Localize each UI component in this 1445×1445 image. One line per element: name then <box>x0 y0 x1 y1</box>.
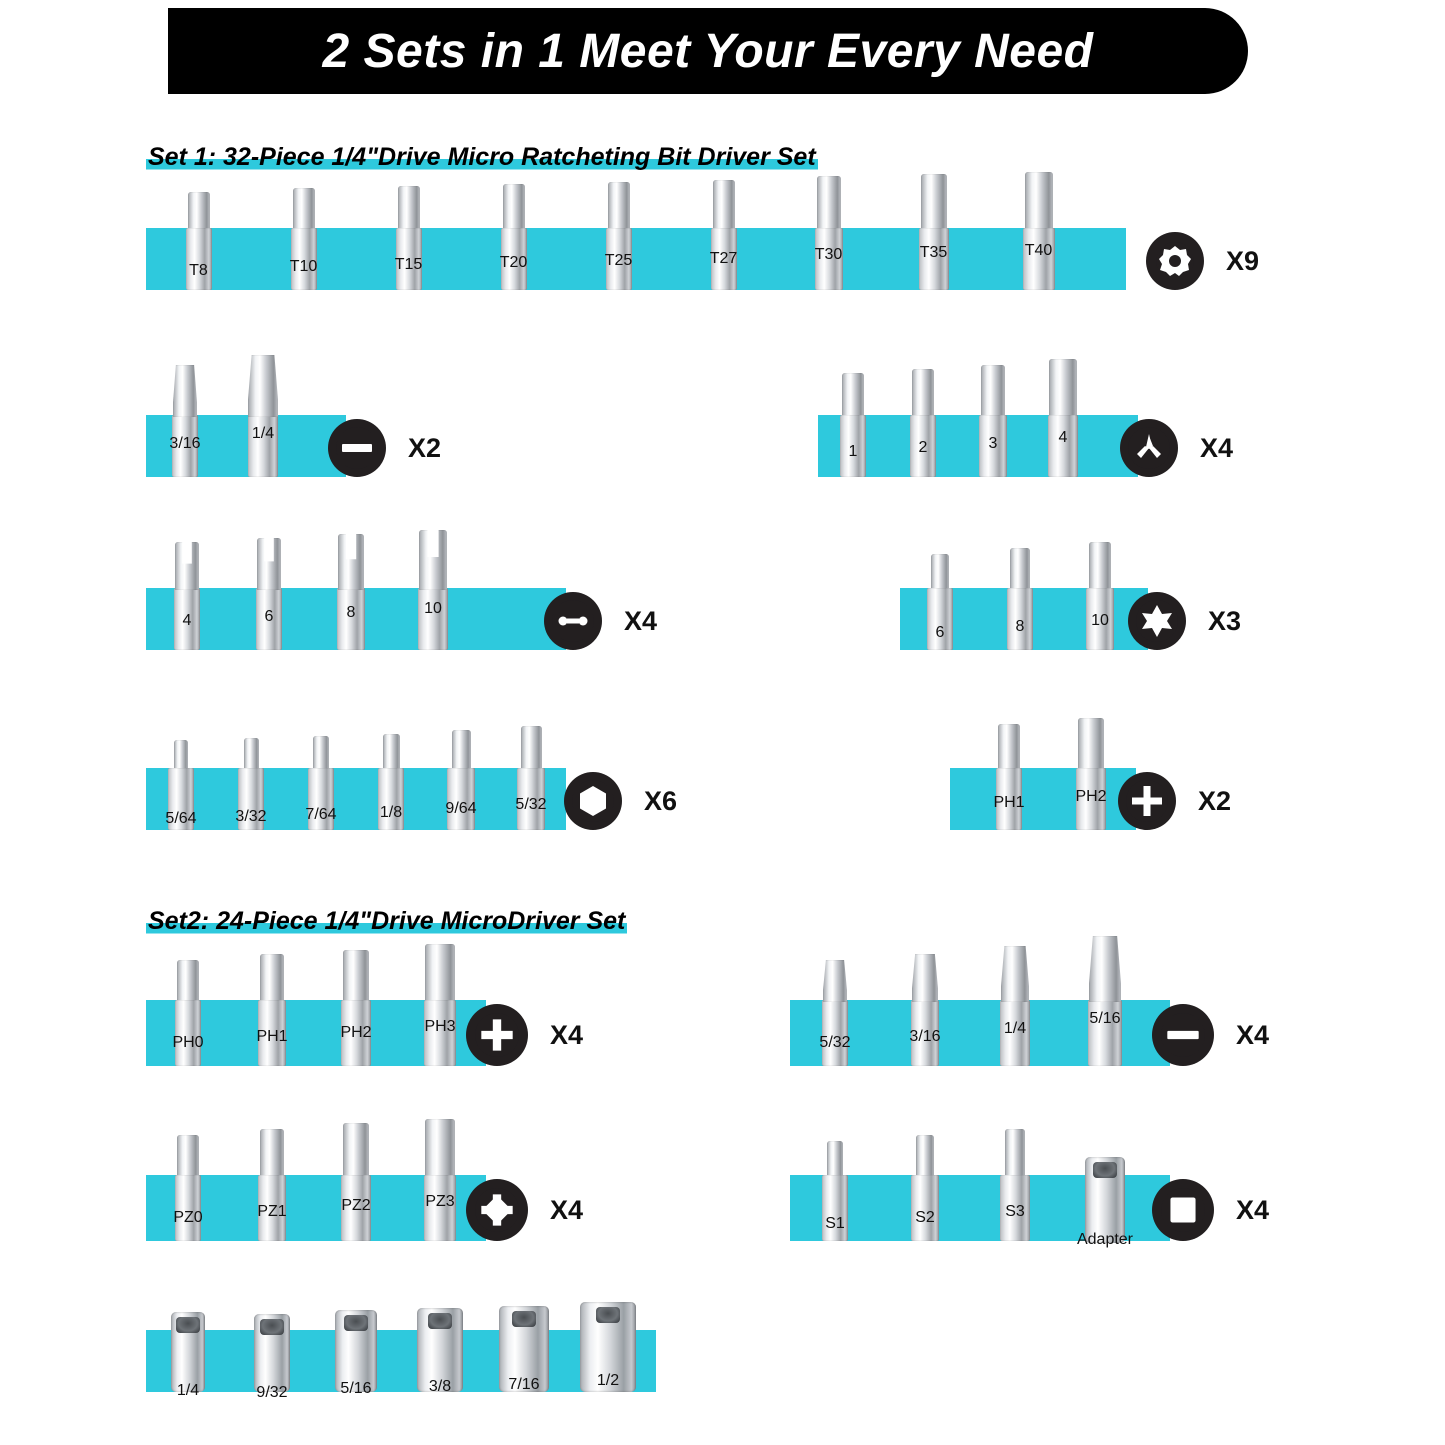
bit-graphic <box>341 1123 371 1241</box>
bit-label: PZ0 <box>173 1209 203 1226</box>
phillips-icon <box>1118 772 1176 830</box>
bit-item <box>1060 936 1150 1066</box>
group-spanner <box>146 588 706 698</box>
bit-item <box>790 960 880 1066</box>
group-slotted-set1 <box>146 415 646 525</box>
bit-row <box>146 415 302 477</box>
bit-item <box>968 724 1050 830</box>
hex-icon <box>564 772 622 830</box>
bit-item <box>970 946 1060 1066</box>
bit-item <box>482 1306 566 1392</box>
bit-label: 3/32 <box>235 808 267 825</box>
bit-item <box>398 1308 482 1395</box>
bit-label: T27 <box>709 250 738 267</box>
bit-graphic <box>1023 172 1055 290</box>
bit-label: 6 <box>935 624 945 641</box>
bit-label: PH3 <box>424 1018 456 1035</box>
group-count: X4 <box>624 606 658 636</box>
bit-label: 3/8 <box>428 1378 452 1395</box>
section-heading-set2-text: Set2: 24-Piece 1/4"Drive MicroDriver Set <box>148 907 626 935</box>
bit-item <box>146 1135 230 1241</box>
bit-label: 1/4 <box>176 1382 200 1399</box>
bit-graphic <box>1085 1157 1125 1241</box>
bit-graphic <box>979 365 1007 477</box>
bit-label: T15 <box>394 256 423 273</box>
bit-item <box>496 726 566 830</box>
bit-item <box>566 182 671 290</box>
group-sockets <box>146 1330 706 1440</box>
bit-label: T8 <box>189 262 208 279</box>
square-icon <box>1152 1179 1214 1241</box>
bit-graphic <box>341 950 371 1066</box>
bit-row <box>146 1175 482 1241</box>
bit-label: T10 <box>289 258 318 275</box>
bit-label: PH1 <box>993 794 1025 811</box>
bit-item <box>671 180 776 290</box>
torx-star-icon <box>1128 592 1186 650</box>
bit-label: 1/8 <box>379 804 403 821</box>
bit-row <box>146 768 566 830</box>
bit-row <box>818 415 1098 477</box>
bit-label: 1 <box>848 443 858 460</box>
bit-label: 5/16 <box>340 1380 372 1397</box>
bit-graphic <box>815 176 843 290</box>
bit-item <box>230 1129 314 1241</box>
bit-item <box>461 184 566 290</box>
bit-label: 3/16 <box>169 435 201 452</box>
group-phillips-set2 <box>146 1000 706 1120</box>
slotted-icon <box>328 419 386 477</box>
bit-item <box>230 954 314 1066</box>
bit-graphic <box>996 724 1022 830</box>
bit-row <box>146 1330 650 1401</box>
bit-label: 8 <box>1015 618 1025 635</box>
bit-graphic <box>248 355 278 477</box>
bit-item <box>566 1302 650 1392</box>
bit-item <box>230 1314 314 1401</box>
bit-graphic <box>1048 359 1078 477</box>
bit-label: 5/16 <box>1089 1010 1121 1027</box>
bit-label: 1/4 <box>1003 1020 1027 1037</box>
bit-graphic <box>424 1119 456 1241</box>
bit-item <box>224 355 302 477</box>
bit-graphic <box>256 538 282 650</box>
bit-row <box>790 1175 1150 1248</box>
section-heading-set1 <box>146 143 818 172</box>
bit-item <box>881 174 986 290</box>
bit-item <box>392 530 474 650</box>
bit-graphic <box>517 726 545 830</box>
bit-item <box>970 1129 1060 1241</box>
bit-item <box>1060 1157 1150 1248</box>
group-hex <box>146 768 866 878</box>
bit-item <box>146 365 224 477</box>
bit-label: PH0 <box>172 1034 204 1051</box>
bit-label: 2 <box>918 439 928 456</box>
bit-label: 7/64 <box>305 806 337 823</box>
bit-label: S1 <box>825 1215 845 1232</box>
page-title: 2 Sets in 1 Meet Your Every Need <box>322 24 1094 78</box>
bit-graphic <box>258 954 286 1066</box>
bit-graphic <box>171 1312 205 1392</box>
bit-label: 5/32 <box>819 1034 851 1051</box>
group-count: X4 <box>550 1195 584 1225</box>
bit-graphic <box>418 530 448 650</box>
group-count: X4 <box>1200 433 1234 463</box>
bit-item <box>888 369 958 477</box>
bit-label: PZ2 <box>341 1197 371 1214</box>
bit-label: 4 <box>182 612 192 629</box>
bit-label: S2 <box>915 1209 935 1226</box>
phillips-icon <box>466 1004 528 1066</box>
group-square <box>790 1175 1350 1295</box>
bit-graphic <box>1000 946 1030 1066</box>
bit-graphic <box>337 534 365 650</box>
bit-label: 3/16 <box>909 1028 941 1045</box>
bit-graphic <box>1088 936 1122 1066</box>
group-count: X4 <box>550 1020 584 1050</box>
bit-item <box>880 1135 970 1241</box>
bit-item <box>958 365 1028 477</box>
bit-item <box>900 554 980 650</box>
bit-item <box>146 542 228 650</box>
bit-graphic <box>258 1129 286 1241</box>
bit-label: T35 <box>919 244 948 261</box>
bit-item <box>426 730 496 830</box>
bit-item <box>1060 542 1140 650</box>
group-slotted-set2 <box>790 1000 1350 1120</box>
bit-item <box>310 534 392 650</box>
pozidriv-icon <box>466 1179 528 1241</box>
group-count: X4 <box>1236 1020 1270 1050</box>
bit-label: T40 <box>1024 242 1053 259</box>
bit-graphic <box>911 954 939 1066</box>
bit-item <box>356 186 461 290</box>
section-heading-set2 <box>146 907 627 936</box>
bit-row <box>146 1000 482 1066</box>
bit-label: 5/64 <box>165 810 197 827</box>
bit-label: T25 <box>604 252 633 269</box>
bit-label: PZ1 <box>257 1203 287 1220</box>
bit-item <box>986 172 1091 290</box>
section-heading-set1-text: Set 1: 32-Piece 1/4"Drive Micro Ratcheting Bit Driver Set <box>148 143 816 171</box>
bit-label: Adapter <box>1076 1231 1134 1248</box>
group-torx <box>146 228 1260 338</box>
bit-label: 9/64 <box>445 800 477 817</box>
bit-label: 1/4 <box>251 425 275 442</box>
bit-label: S3 <box>1005 1203 1025 1220</box>
bit-label: PH2 <box>1075 788 1107 805</box>
bit-label: PH2 <box>340 1024 372 1041</box>
bit-graphic <box>910 369 936 477</box>
bit-row <box>146 228 1091 290</box>
bit-item <box>314 1123 398 1241</box>
bit-item <box>818 373 888 477</box>
bit-label: PZ3 <box>425 1193 455 1210</box>
bit-graphic <box>840 373 866 477</box>
bit-graphic <box>606 182 632 290</box>
bit-graphic <box>501 184 527 290</box>
group-pozidriv <box>146 1175 706 1295</box>
bit-item <box>228 538 310 650</box>
bit-label: 4 <box>1058 429 1068 446</box>
bit-item <box>776 176 881 290</box>
header-banner <box>168 8 1248 94</box>
bit-label: 6 <box>264 608 274 625</box>
bit-label: 9/32 <box>256 1384 288 1401</box>
bit-graphic <box>254 1314 290 1392</box>
bit-item <box>1028 359 1098 477</box>
bit-label: PH1 <box>256 1028 288 1045</box>
bit-item <box>251 188 356 290</box>
group-count: X4 <box>1236 1195 1270 1225</box>
group-tri-wing <box>818 415 1318 525</box>
group-count: X9 <box>1226 246 1260 276</box>
group-count: X2 <box>408 433 442 463</box>
bit-label: 3 <box>988 435 998 452</box>
bit-graphic <box>1086 542 1114 650</box>
bit-item <box>314 950 398 1066</box>
bit-row <box>146 588 474 650</box>
bit-item <box>980 548 1060 650</box>
bit-graphic <box>172 365 198 477</box>
bit-label: 10 <box>424 600 442 617</box>
bit-label: 10 <box>1091 612 1109 629</box>
bit-row <box>790 1000 1150 1066</box>
bit-item <box>314 1310 398 1397</box>
bit-row <box>900 588 1140 650</box>
slotted-icon <box>1152 1004 1214 1066</box>
spanner-icon <box>544 592 602 650</box>
bit-label: T20 <box>499 254 528 271</box>
bit-label: 8 <box>346 604 356 621</box>
group-torx-security <box>900 588 1360 698</box>
torx-icon <box>1146 232 1204 290</box>
bit-row <box>950 768 1132 830</box>
bit-graphic <box>174 542 200 650</box>
group-count: X3 <box>1208 606 1242 636</box>
bit-label: 1/2 <box>596 1372 620 1389</box>
bit-label: 7/16 <box>508 1376 540 1393</box>
group-phillips-set1 <box>950 768 1370 878</box>
bit-graphic <box>1076 718 1106 830</box>
bit-label: 5/32 <box>515 796 547 813</box>
bit-graphic <box>424 944 456 1066</box>
bit-item <box>146 192 251 290</box>
bit-graphic <box>396 186 422 290</box>
bit-item <box>146 960 230 1066</box>
bit-label: T30 <box>814 246 843 263</box>
bit-graphic <box>711 180 737 290</box>
bit-item <box>880 954 970 1066</box>
bit-item <box>146 1312 230 1399</box>
bit-item <box>790 1141 880 1241</box>
tri-wing-icon <box>1120 419 1178 477</box>
bit-graphic <box>1000 1129 1030 1241</box>
group-count: X2 <box>1198 786 1232 816</box>
bit-graphic <box>919 174 949 290</box>
group-count: X6 <box>644 786 678 816</box>
